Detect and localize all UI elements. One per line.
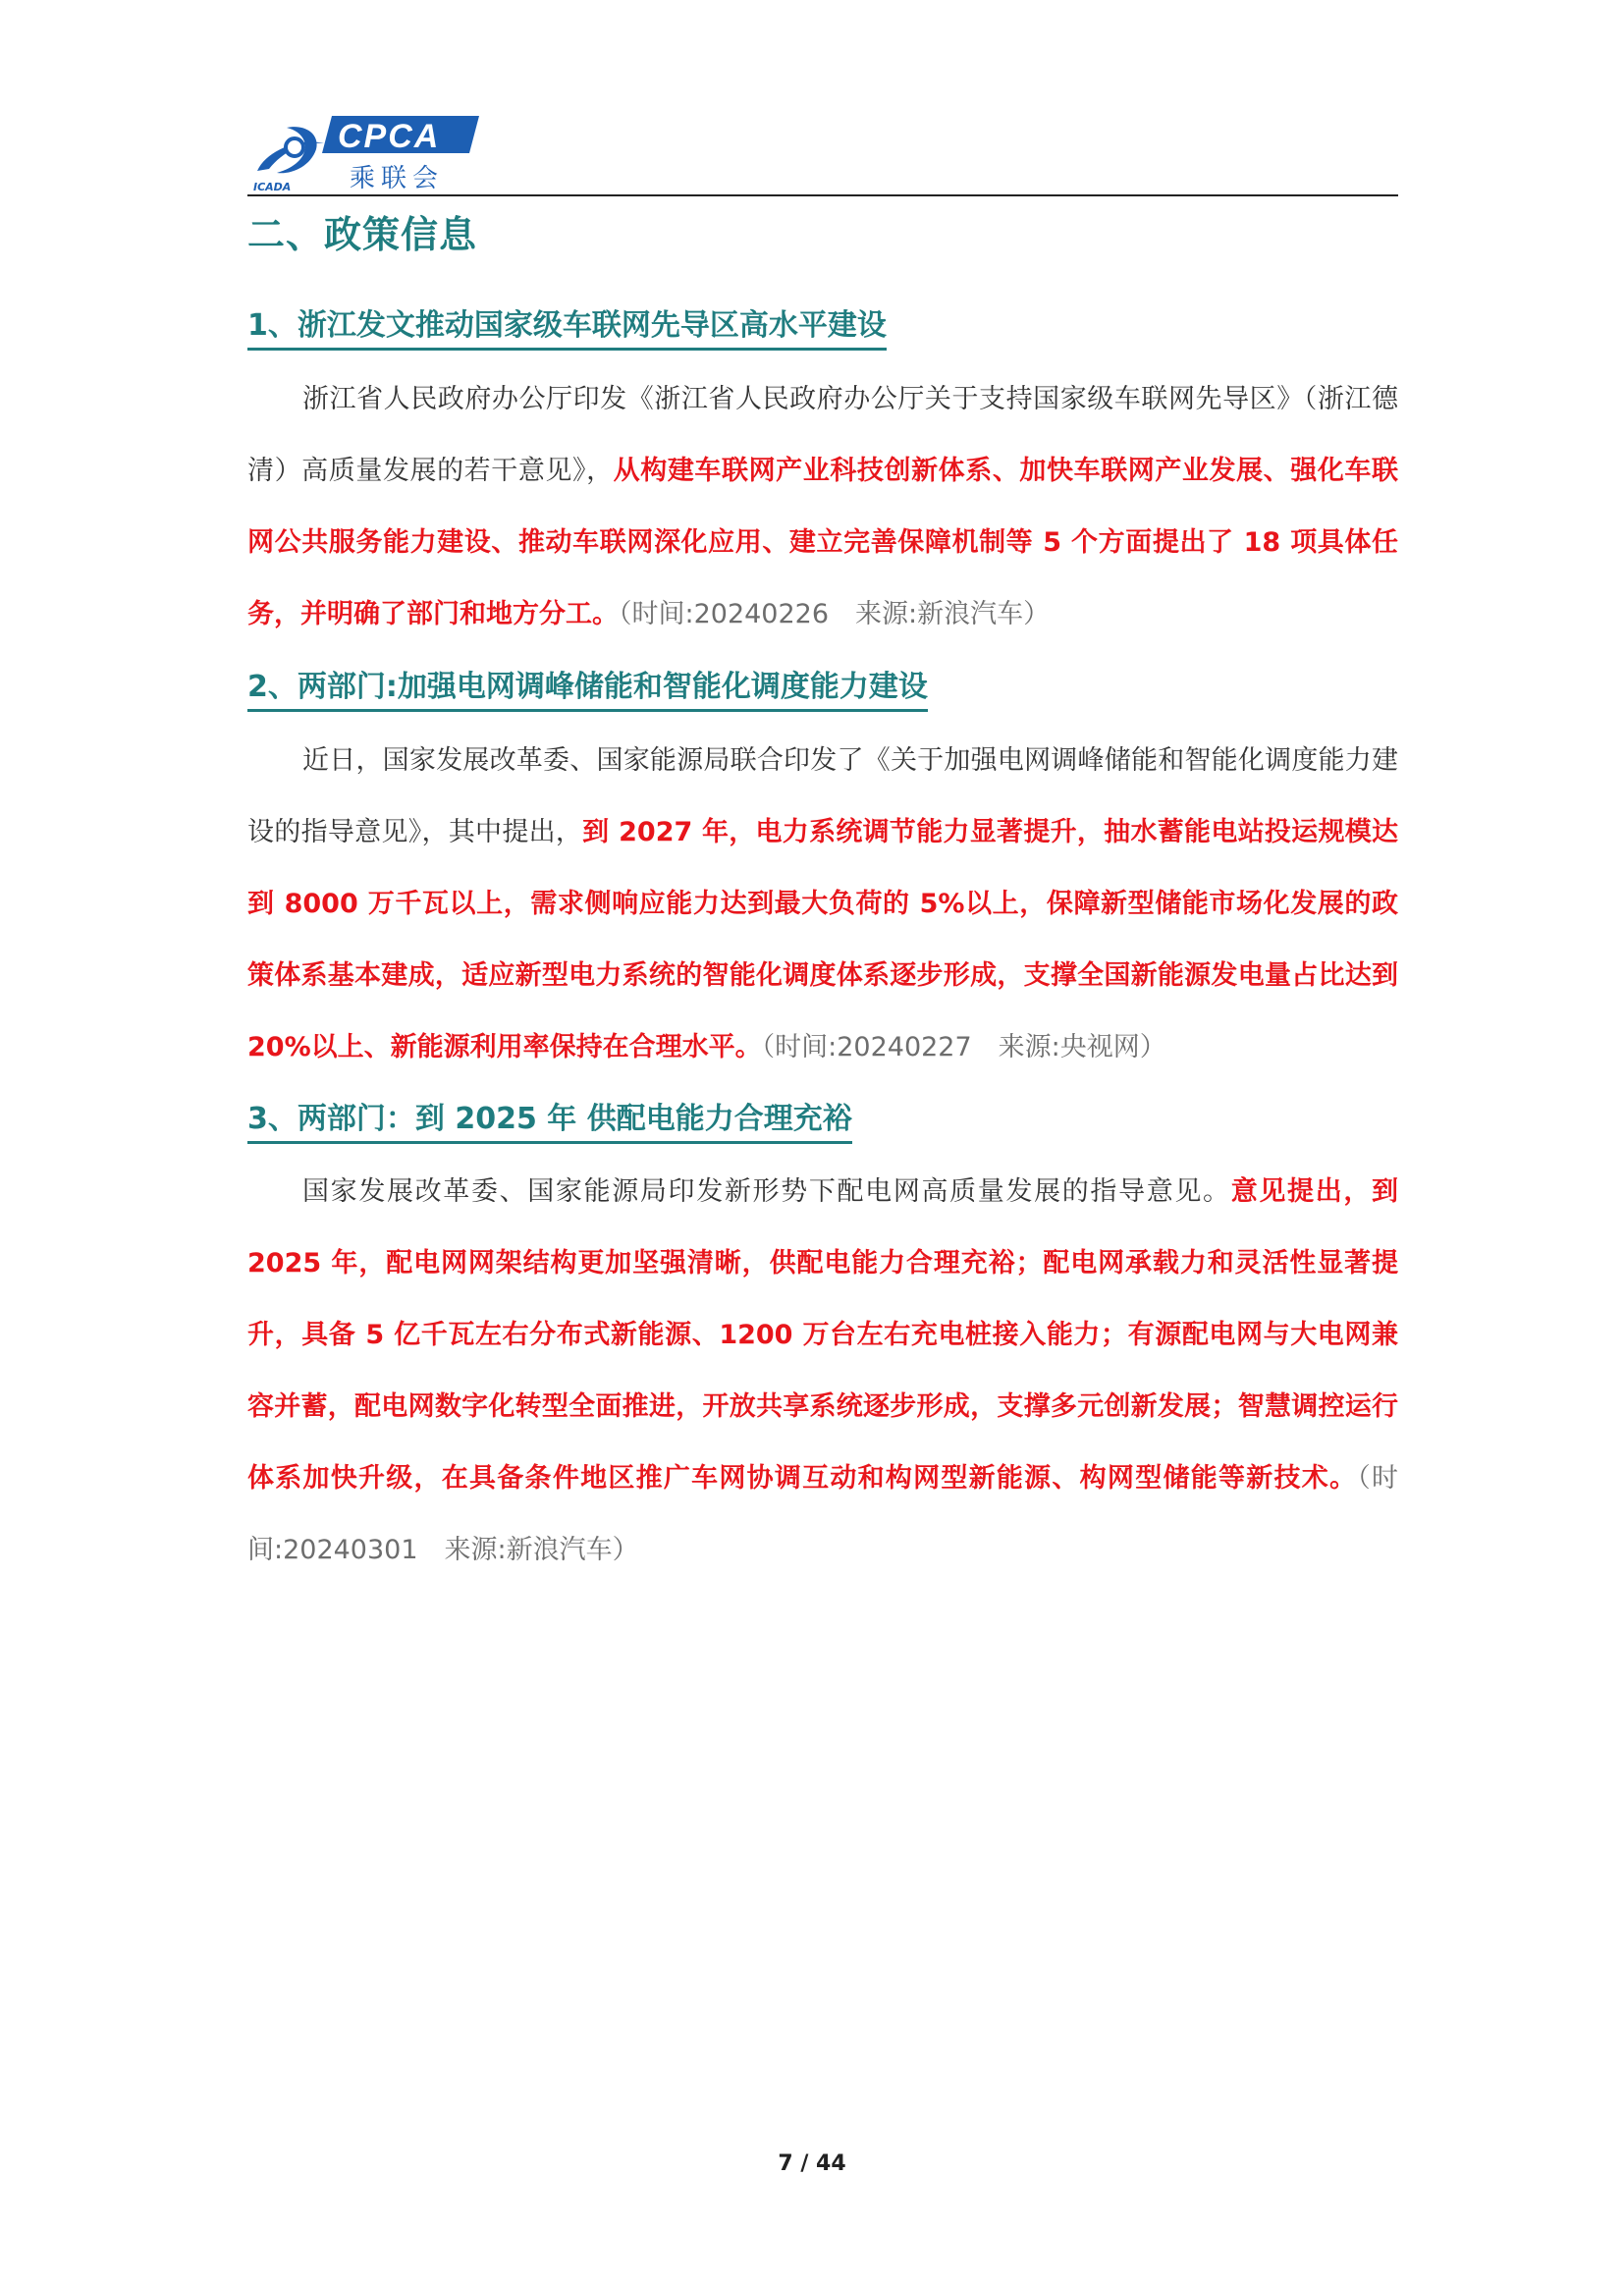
page-number: 7 / 44 [778, 2151, 846, 2176]
item-3-title: 3、两部门：到 2025 年 供配电能力合理充裕 [247, 1094, 852, 1144]
cpca-logo [247, 110, 483, 194]
logo-small-text: ICADA [253, 181, 292, 193]
item-3-meta: （时间:20240301 来源:新浪汽车） [247, 1463, 1399, 1565]
item-1-highlight: 从构建车联网产业科技创新体系、加快车联网产业发展、强化车联网公共服务能力建设、推动车联网深化应用、建立完善保障机制等 5 个方面提出了 18 项具体任务，并明确了部门和地方分工。 [247, 456, 1399, 629]
item-3-highlight: 意见提出，到 2025 年，配电网网架结构更加坚强清晰，供配电能力合理充裕；配电网承载力和灵活性显著提升，具备 5 亿千瓦左右分布式新能源、1200 万台左右充电桩接入能力；有源配电网与大电网兼容并蓄，配电网数字化转型全面推进，开放共享系统逐步形成，支撑多元创新发展；智慧调控运行体系加快升级，在具备条件地区推广车网协调互动和构网型新能源、构网型储能等新技术。 [247, 1176, 1399, 1494]
item-2-title: 2、两部门:加强电网调峰储能和智能化调度能力建设 [247, 662, 928, 712]
item-1-body [247, 363, 1398, 650]
logo-cpca-text: CPCA [338, 118, 441, 155]
item-2-body [247, 725, 1398, 1083]
logo-cn-text: 乘联会 [350, 164, 445, 193]
item-3-normal: 国家发展改革委、国家能源局印发新形势下配电网高质量发展的指导意见。 [302, 1176, 1231, 1207]
item-1-meta: （时间:20240226 来源:新浪汽车） [619, 599, 1051, 629]
page-header [247, 110, 1398, 196]
item-1-normal: 浙江省人民政府办公厅印发《浙江省人民政府办公厅关于支持国家级车联网先导区》（浙江德清）高质量发展的若干意见》， [247, 384, 1398, 486]
item-1-title: 1、浙江发文推动国家级车联网先导区高水平建设 [247, 300, 887, 351]
header-divider [247, 194, 1398, 196]
item-2-highlight: 到 2027 年，电力系统调节能力显著提升，抽水蓄能电站投运规模达到 8000 万千瓦以上，需求侧响应能力达到最大负荷的 5%以上，保障新型储能市场化发展的政策体系基本建成，适应新型电力系统的智能化调度体系逐步形成，支撑全国新能源发电量占比达到 20%以上、新能源利用率保持在合理水平。 [247, 817, 1399, 1062]
item-2-meta: （时间:20240227 来源:央视网） [761, 1032, 1166, 1062]
item-3-body [247, 1156, 1398, 1586]
section-title: 二、政策信息 [247, 213, 478, 256]
item-2-normal: 近日，国家发展改革委、国家能源局联合印发了《关于加强电网调峰储能和智能化调度能力建设的指导意见》，其中提出， [247, 745, 1398, 847]
